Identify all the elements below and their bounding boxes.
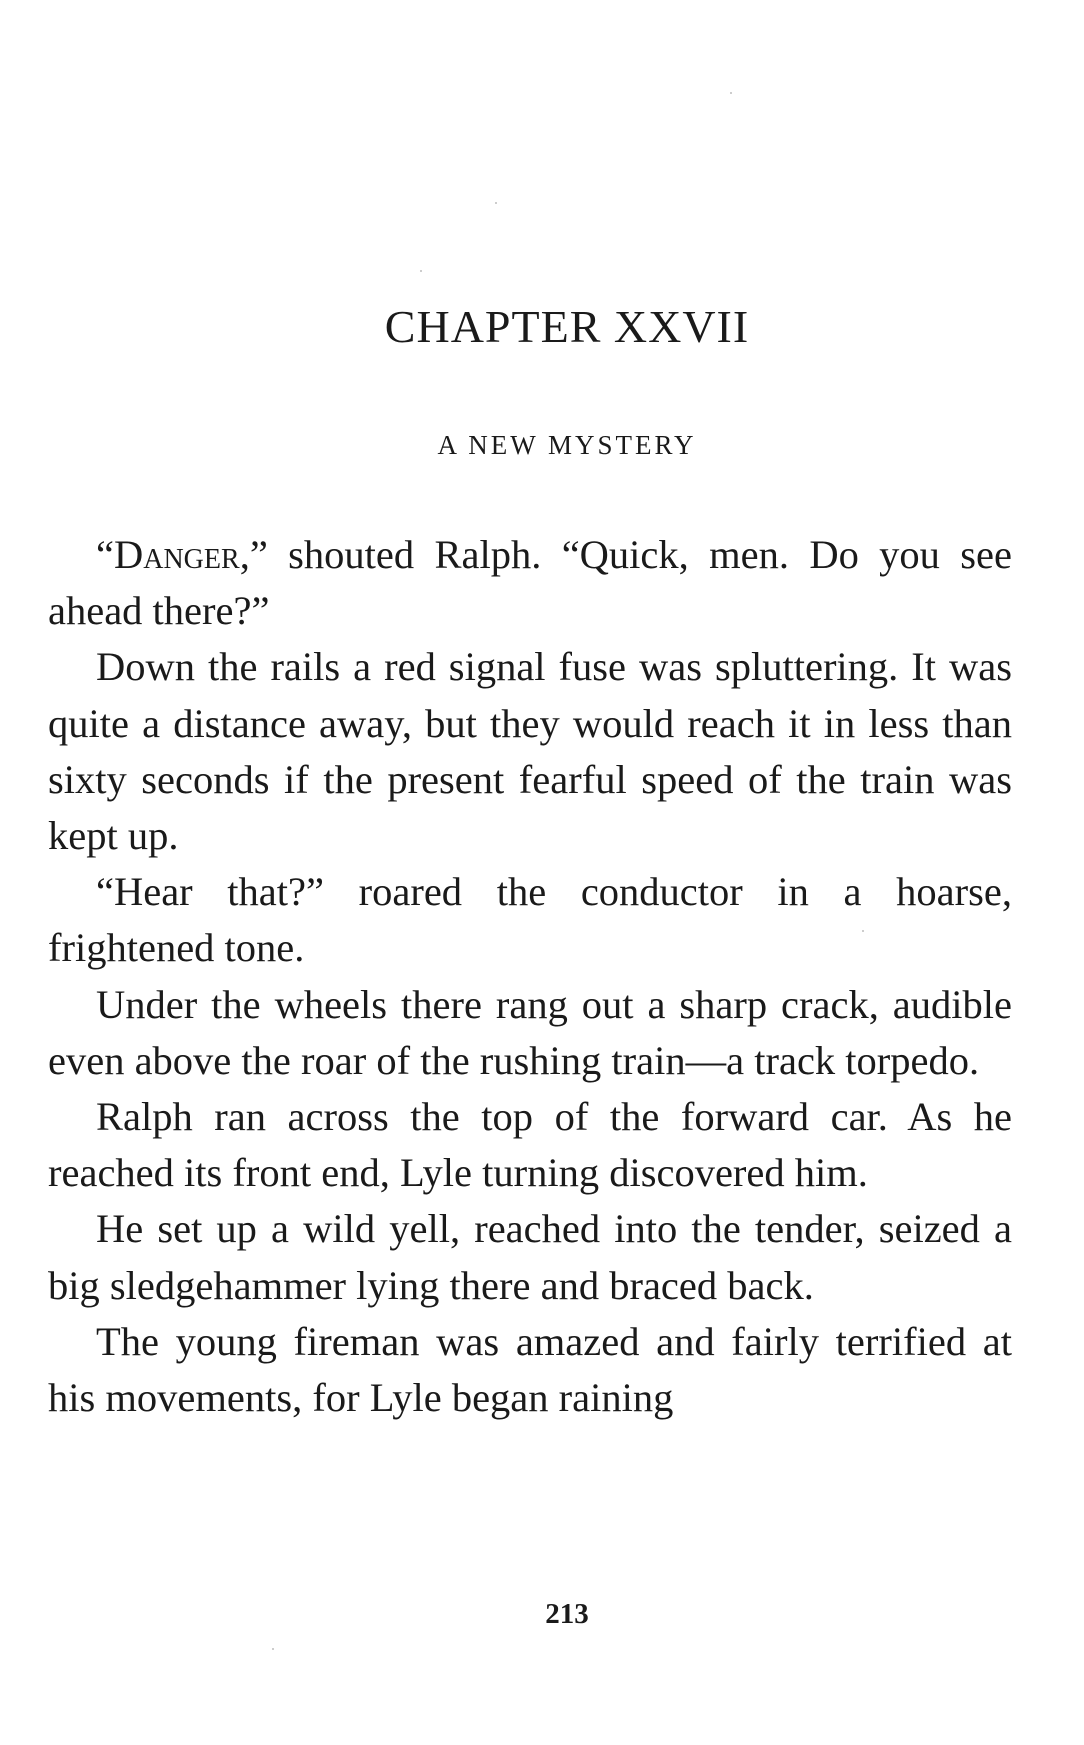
paragraph: Ralph ran across the top of the forward car. As he reached its front end, Lyle turning discovered him. bbox=[48, 1094, 1012, 1196]
chapter-title: CHAPTER XXVII bbox=[384, 301, 750, 352]
paragraph-lead-smallcaps: anger bbox=[143, 532, 240, 577]
paper-speck bbox=[420, 270, 422, 272]
paragraph-text: ,” shouted Ralph. “Quick, men. Do you see ahead there?” bbox=[48, 532, 1012, 634]
paragraph: He set up a wild yell, reached into the tender, seized a big sledgehammer lying there and braced back. bbox=[48, 1206, 1012, 1308]
paragraph: The young fireman was amazed and fairly terrified at his movements, for Lyle began raining bbox=[48, 1318, 1012, 1421]
page-number: 213 bbox=[545, 1598, 589, 1630]
chapter-body bbox=[48, 527, 1012, 1426]
paragraph: “Hear that?” roared the conductor in a hoarse, frightened tone. bbox=[48, 869, 1012, 971]
paragraph-lead: “D bbox=[96, 532, 144, 577]
paragraph: Under the wheels there rang out a sharp crack, audible even above the roar of the rushing train—a track torpedo. bbox=[48, 981, 1012, 1083]
paper-speck bbox=[272, 1648, 274, 1650]
paper-speck bbox=[730, 92, 732, 94]
paragraph: Down the rails a red signal fuse was spluttering. It was quite a distance away, but they would reach it in less than sixty seconds if the present fearful speed of the train was kept up. bbox=[48, 644, 1012, 859]
paragraph bbox=[48, 527, 1012, 639]
paper-speck bbox=[495, 202, 497, 204]
chapter-subtitle: A NEW MYSTERY bbox=[437, 430, 697, 460]
